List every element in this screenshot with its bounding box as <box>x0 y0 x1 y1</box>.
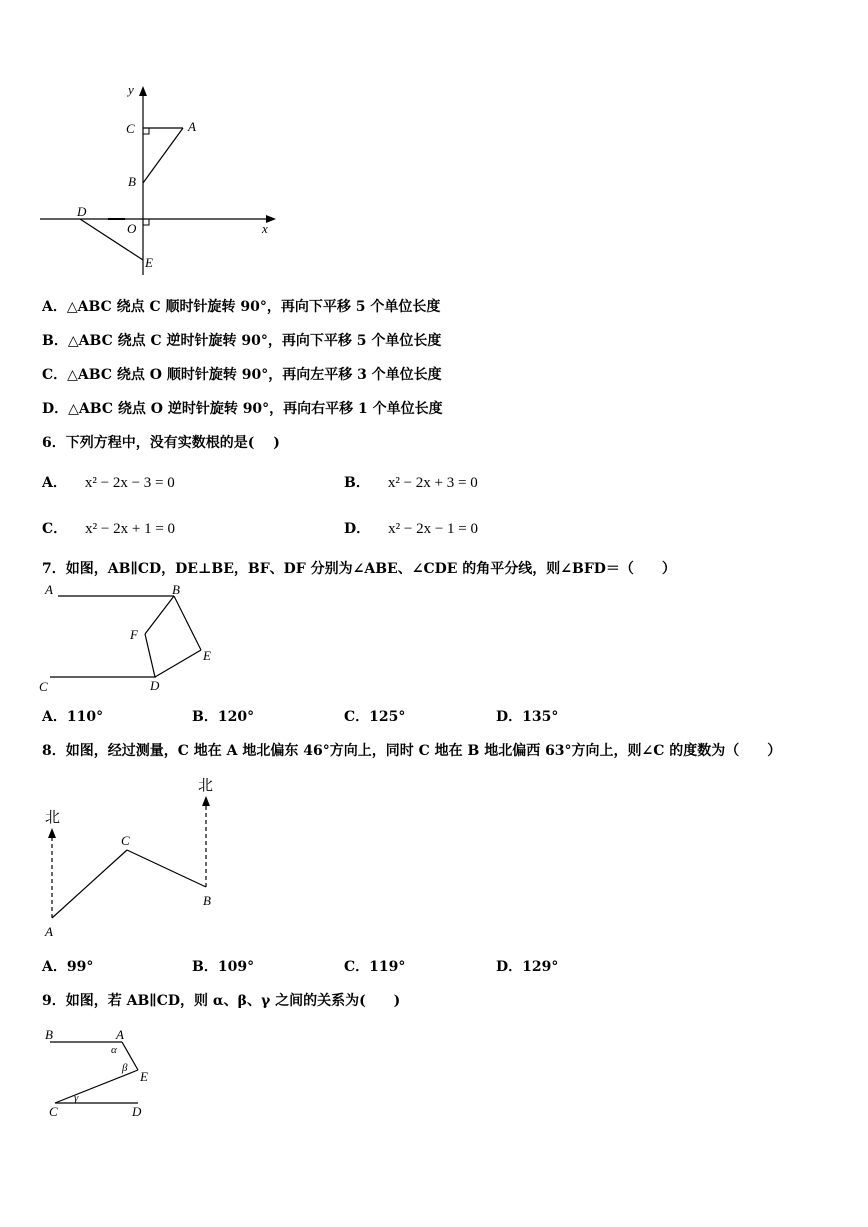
q6-stem: 6．下列方程中，没有实数根的是( ) <box>42 435 280 451</box>
label-beta: β <box>122 1062 128 1074</box>
q6-option-d: D． x² − 2x − 1 = 0 <box>344 521 479 537</box>
q7-option-a: A．110° <box>42 709 104 725</box>
q5-option-b: B．△ABC 绕点 C 逆时针旋转 90°，再向下平移 5 个单位长度 <box>42 333 442 349</box>
figure-coordinate-triangle <box>30 80 290 280</box>
label-A: A <box>45 924 53 939</box>
q6-option-c: C． x² − 2x + 1 = 0 <box>42 521 176 537</box>
label-E: E <box>145 255 153 270</box>
q5-option-d: D．△ABC 绕点 O 逆时针旋转 90°，再向右平移 1 个单位长度 <box>42 401 443 417</box>
figure-compass-directions-q8 <box>36 770 236 942</box>
label-O: O <box>127 221 137 236</box>
label-D: D <box>77 204 87 219</box>
q6-option-a: A． x² − 2x − 3 = 0 <box>42 475 175 491</box>
label-y: y <box>128 82 134 97</box>
label-A: A <box>116 1027 124 1042</box>
q5-option-a: A．△ABC 绕点 C 顺时针旋转 90°，再向下平移 5 个单位长度 <box>42 299 441 315</box>
q7-option-d: D．135° <box>496 709 559 725</box>
label-north-a: 北 <box>45 808 61 826</box>
label-A: A <box>188 119 196 134</box>
q7-option-c: C．125° <box>344 709 406 725</box>
label-B: B <box>45 1027 53 1042</box>
label-B: B <box>203 893 211 908</box>
q8-option-c: C．119° <box>344 959 406 975</box>
label-B: B <box>128 174 136 189</box>
label-C: C <box>126 121 135 136</box>
q7-option-b: B．120° <box>192 709 255 725</box>
label-C: C <box>39 679 48 694</box>
label-gamma: γ <box>74 1092 79 1104</box>
q8-option-b: B．109° <box>192 959 255 975</box>
label-alpha: α <box>111 1044 117 1056</box>
q7-stem: 7．如图，AB∥CD，DE⊥BE，BF、DF 分别为∠ABE、∠CDE 的角平分线，则∠BFD＝（ ） <box>42 561 676 577</box>
label-D: D <box>150 678 160 693</box>
label-E: E <box>140 1069 148 1084</box>
label-north-b: 北 <box>198 776 214 794</box>
label-F: F <box>130 627 138 642</box>
label-A: A <box>45 582 53 597</box>
q8-stem: 8．如图，经过测量，C 地在 A 地北偏东 46°方向上，同时 C 地在 B 地北偏西 63°方向上，则∠C 的度数为（ ） <box>42 743 782 759</box>
q5-option-c: C．△ABC 绕点 O 顺时针旋转 90°，再向左平移 3 个单位长度 <box>42 367 442 383</box>
figure-parallel-lines-q9 <box>38 1022 168 1122</box>
label-x: x <box>262 221 268 236</box>
label-E: E <box>203 648 211 663</box>
label-D: D <box>132 1104 142 1119</box>
label-C: C <box>121 833 130 848</box>
figure-parallel-lines-q7 <box>36 578 236 696</box>
q8-option-a: A．99° <box>42 959 94 975</box>
label-B: B <box>172 582 180 597</box>
q8-option-d: D．129° <box>496 959 559 975</box>
q6-option-b: B． x² − 2x + 3 = 0 <box>344 475 478 491</box>
label-C: C <box>49 1104 58 1119</box>
q9-stem: 9．如图，若 AB∥CD，则 α、β、γ 之间的关系为( ) <box>42 993 401 1009</box>
